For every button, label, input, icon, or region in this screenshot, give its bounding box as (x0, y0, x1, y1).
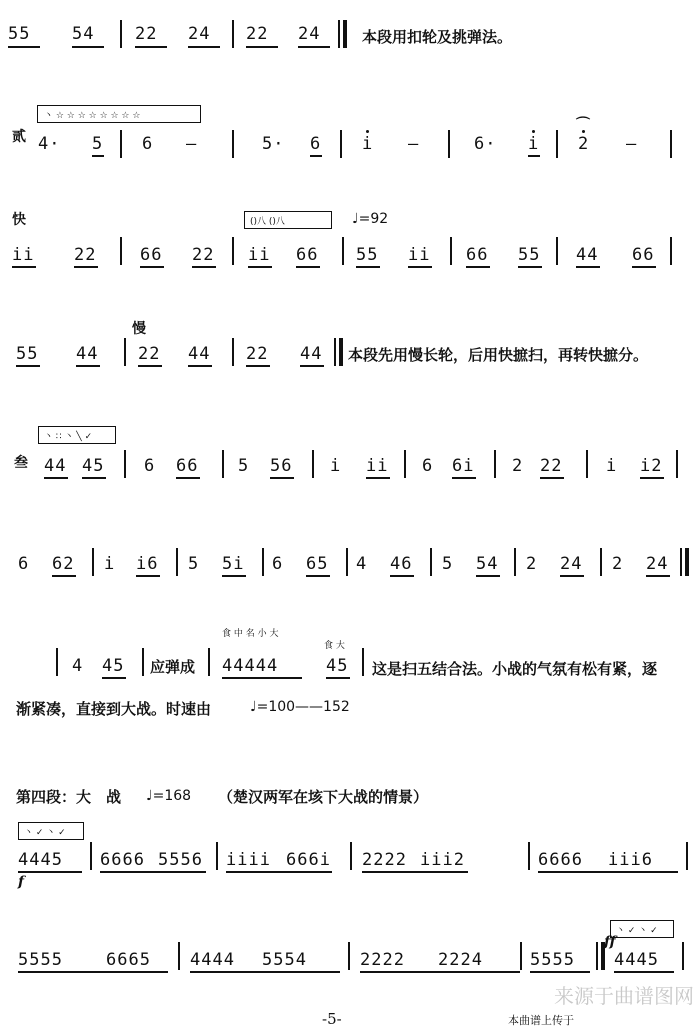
note: i (330, 456, 342, 476)
note: 4· (38, 134, 61, 154)
technique-marks: 丶 ✓ 丶 ✓ (24, 828, 66, 838)
score-row-10 (0, 818, 700, 888)
score-row-5 (0, 420, 700, 490)
note: 44 (188, 344, 211, 364)
note: 6665 (106, 950, 151, 970)
score-row-4 (0, 318, 700, 378)
note: 6· (474, 134, 497, 154)
note: ii (12, 245, 35, 265)
technique-marks: ()八 ()八 (250, 217, 285, 227)
note: 22 (74, 245, 97, 265)
technique-marks: 丶 ∷ 丶 ╲ ✓ (44, 432, 93, 442)
note: i (528, 134, 540, 154)
note: 44 (576, 245, 599, 265)
note: 2 (512, 456, 524, 476)
annotation: 本段先用慢长轮，后用快摭扫，再转快摭分。 (348, 346, 649, 364)
tempo-label: 慢 (132, 321, 146, 337)
note: 6 (272, 554, 284, 574)
note: 44 (76, 344, 99, 364)
note: 22 (246, 24, 269, 44)
note: 2 (612, 554, 624, 574)
note: 6 (144, 456, 156, 476)
note: 6666 (100, 850, 145, 870)
heading: 第四段：大 战 (16, 788, 122, 806)
annotation: 这是扫五结合法。小战的气氛有松有紧，逐 (372, 660, 658, 678)
score-row-3 (0, 205, 700, 275)
footer-text: 本曲谱上传于 (508, 1014, 574, 1027)
note: 65 (306, 554, 329, 574)
subtitle: （楚汉两军在垓下大战的情景） (218, 788, 429, 806)
note: 22 (135, 24, 158, 44)
mid-label: 应弹成 (150, 658, 196, 676)
note: 6 (310, 134, 322, 154)
technique-marks: 丶 ✓ 丶 ✓ (616, 926, 658, 936)
note: 4444 (190, 950, 235, 970)
note: 5554 (262, 950, 307, 970)
note: 6 (18, 554, 30, 574)
note: 54 (72, 24, 95, 44)
note: 55 (356, 245, 379, 265)
note: 22 (540, 456, 563, 476)
note: 2224 (438, 950, 483, 970)
note: 4 (356, 554, 368, 574)
note: ii (366, 456, 389, 476)
note: 45 (82, 456, 105, 476)
note: 6 (142, 134, 154, 154)
annotation: 渐紧凑，直接到大战。时速由 (16, 700, 212, 718)
note: ii (248, 245, 271, 265)
section-label: 叁 (14, 455, 28, 471)
note: 2222 (362, 850, 407, 870)
note: 6 (422, 456, 434, 476)
annotation: 本段用扣轮及挑弹法。 (362, 28, 513, 46)
note: 24 (188, 24, 211, 44)
note: 24 (298, 24, 321, 44)
note: 4445 (614, 950, 659, 970)
note: 5i (222, 554, 245, 574)
note: 5555 (530, 950, 575, 970)
note: 46 (390, 554, 413, 574)
section-heading (0, 784, 700, 814)
note: 5 (92, 134, 104, 154)
note: ii (408, 245, 431, 265)
note: 4 (72, 656, 84, 676)
technique-marks: 食 中 名 小 大 (222, 629, 279, 639)
note: — (186, 134, 198, 154)
note: iiii (226, 850, 271, 870)
note: 54 (476, 554, 499, 574)
tempo: ♩=168 (146, 788, 192, 804)
tempo: ♩=92 (352, 211, 389, 227)
note: 66 (632, 245, 655, 265)
score-row-7 (0, 620, 700, 680)
note: 44 (44, 456, 67, 476)
dynamic: f (18, 874, 25, 890)
note: 55 (518, 245, 541, 265)
note: 5· (262, 134, 285, 154)
note: i (362, 134, 374, 154)
note: 62 (52, 554, 75, 574)
note: 66 (466, 245, 489, 265)
note: i6 (136, 554, 159, 574)
note: 56 (270, 456, 293, 476)
note: 22 (192, 245, 215, 265)
note: 24 (646, 554, 669, 574)
section-label: 贰 (12, 129, 26, 145)
note: iii6 (608, 850, 653, 870)
score-row-8 (0, 696, 700, 726)
note: 6666 (538, 850, 583, 870)
dynamic: ff (604, 934, 616, 950)
note: 4445 (18, 850, 63, 870)
note: 66 (176, 456, 199, 476)
note: 66 (140, 245, 163, 265)
note: 45 (102, 656, 125, 676)
technique-marks: 丶 ☆ ☆ ☆ ☆ ☆ ☆ ☆ ☆ (44, 111, 141, 121)
note: iii2 (420, 850, 465, 870)
score-row-1 (0, 18, 700, 58)
note: 44 (300, 344, 323, 364)
note: 55 (8, 24, 31, 44)
note: 22 (246, 344, 269, 364)
note: 55 (16, 344, 39, 364)
page-number: -5- (322, 1010, 342, 1028)
note: 2 (526, 554, 538, 574)
note: 22 (138, 344, 161, 364)
note: 5 (188, 554, 200, 574)
note: 24 (560, 554, 583, 574)
technique-marks: 食 大 (324, 641, 345, 651)
note: 66 (296, 245, 319, 265)
note: 2 (578, 134, 590, 154)
note: 2222 (360, 950, 405, 970)
tempo: ♩=100——152 (250, 699, 350, 715)
note: 6i (452, 456, 475, 476)
score-row-6 (0, 542, 700, 592)
watermark: 来源于曲谱图网 (554, 984, 694, 1008)
note: — (408, 134, 420, 154)
note: i (606, 456, 618, 476)
note: 5 (442, 554, 454, 574)
note: i (104, 554, 116, 574)
note: i2 (640, 456, 663, 476)
note: 666i (286, 850, 331, 870)
note: 5555 (18, 950, 63, 970)
tempo-label: 快 (12, 212, 26, 228)
note: 44444 (222, 656, 279, 676)
score-row-2: 丶 ☆ ☆ ☆ ☆ ☆ ☆ ☆ ☆ 贰 4· 5 6 — 5· 6 i — 6· i 2 ⌒ — (0, 100, 700, 180)
note: 45 (326, 656, 349, 676)
note: 5556 (158, 850, 203, 870)
note: — (626, 134, 638, 154)
note: 5 (238, 456, 250, 476)
